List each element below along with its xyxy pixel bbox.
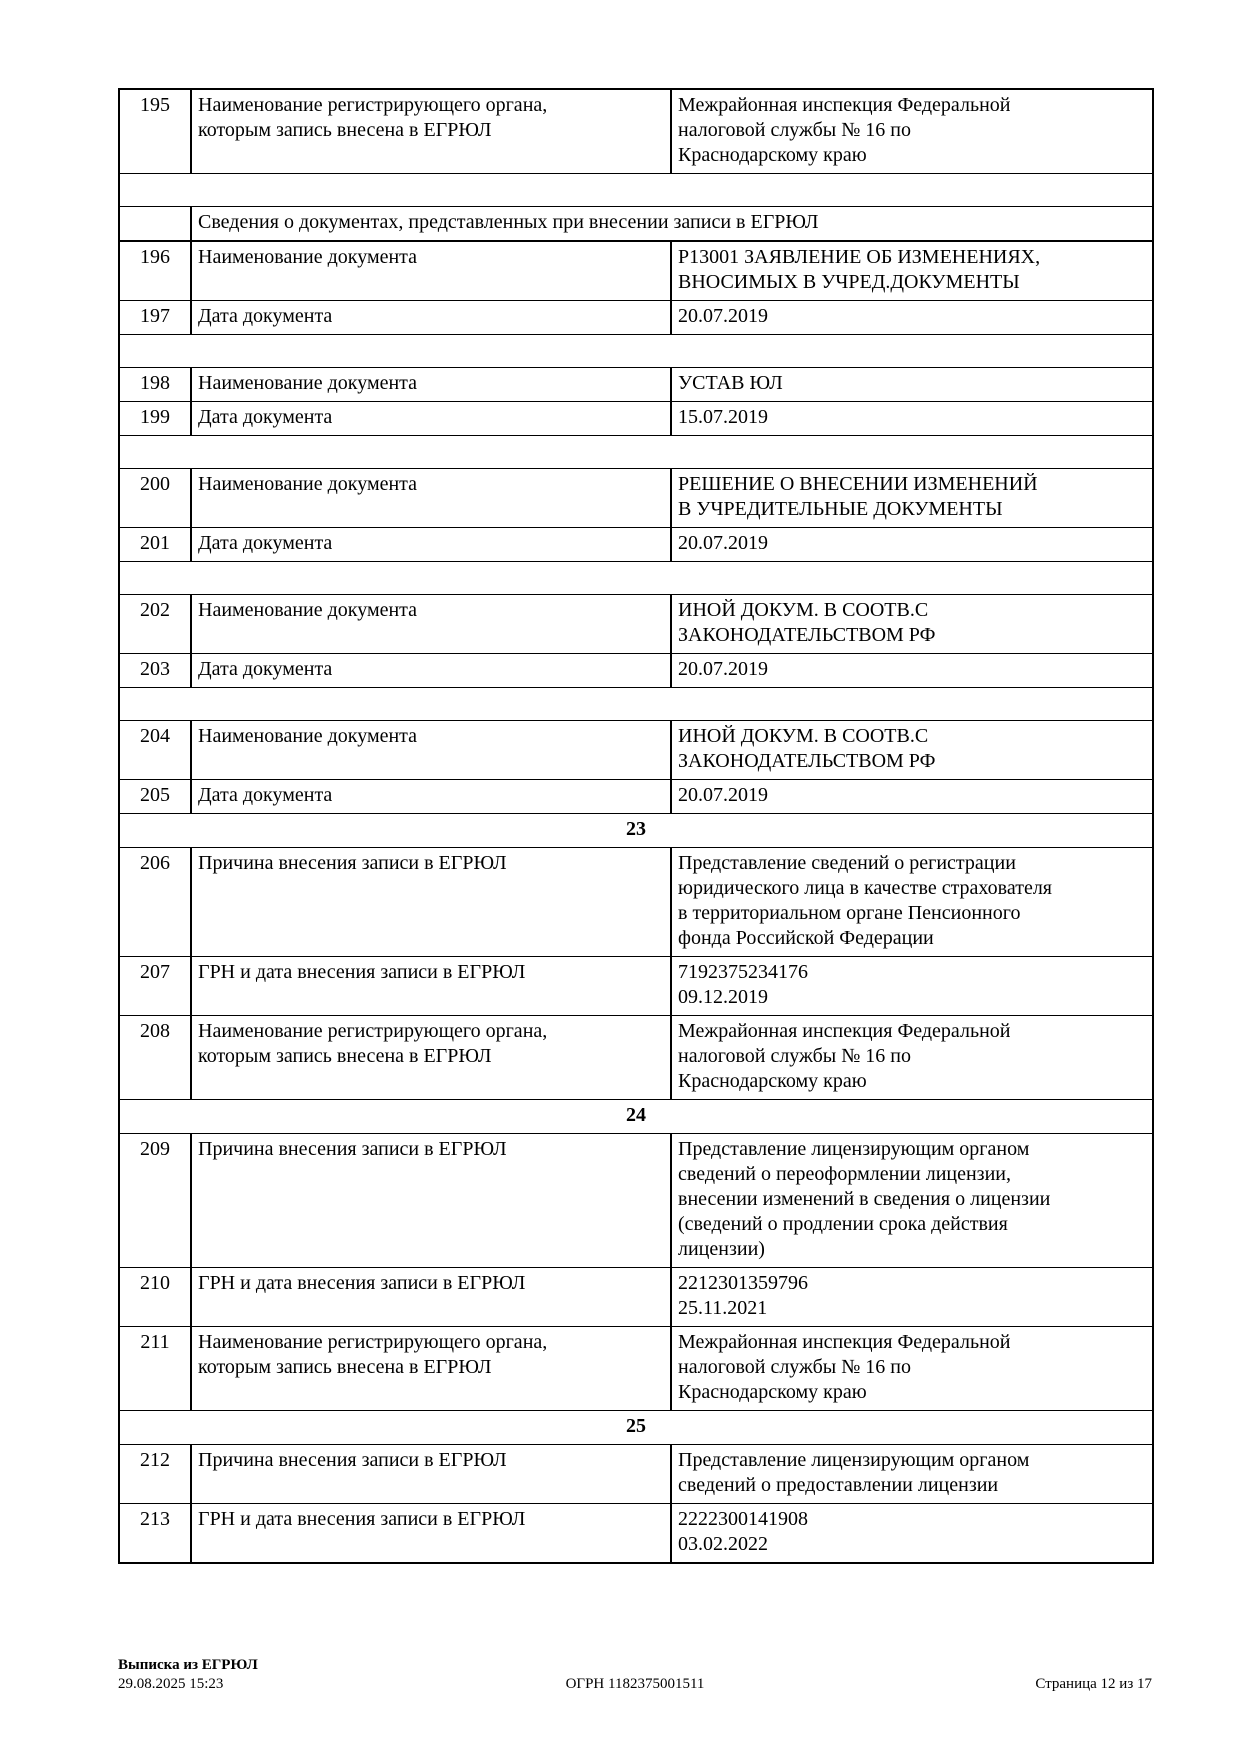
empty-number-cell [119,207,191,242]
row-label-cell: ГРН и дата внесения записи в ЕГРЮЛ [191,957,671,1016]
row-value-cell: РЕШЕНИЕ О ВНЕСЕНИИ ИЗМЕНЕНИЙ В УЧРЕДИТЕЛЬНЫЕ ДОКУМЕНТЫ [671,469,1153,528]
table-row [119,241,1153,301]
row-value-cell: 20.07.2019 [671,780,1153,814]
row-value-cell: 20.07.2019 [671,654,1153,688]
row-label-cell: Дата документа [191,780,671,814]
row-label-cell: ГРН и дата внесения записи в ЕГРЮЛ [191,1268,671,1327]
row-value-cell: 7192375234176 09.12.2019 [671,957,1153,1016]
documents-section-header-row [119,207,1153,242]
row-label-cell: Наименование документа [191,595,671,654]
section-number-row [119,1411,1153,1445]
row-value-cell: Межрайонная инспекция Федеральной налоговой службы № 16 по Краснодарскому краю [671,1016,1153,1100]
row-value-cell: ИНОЙ ДОКУМ. В СООТВ.С ЗАКОНОДАТЕЛЬСТВОМ РФ [671,721,1153,780]
table-row [119,402,1153,436]
row-number-cell: 212 [119,1445,191,1504]
row-number-cell: 210 [119,1268,191,1327]
gap-cell [119,688,1153,721]
table-row [119,1504,1153,1564]
row-value-cell: 20.07.2019 [671,528,1153,562]
row-value-cell: Представление лицензирующим органом сведений о переоформлении лицензии, внесении изменений в сведения о лицензии (сведений о продлении срока действия лицензии) [671,1134,1153,1268]
row-number-cell: 196 [119,241,191,301]
section-number: 24 [119,1100,1153,1134]
table-row [119,957,1153,1016]
gap-row [119,436,1153,469]
footer-doc-title: Выписка из ЕГРЮЛ [118,1657,258,1673]
gap-cell [119,174,1153,207]
row-value-cell: Межрайонная инспекция Федеральной налоговой службы № 16 по Краснодарскому краю [671,89,1153,174]
table-row [119,528,1153,562]
section-number: 23 [119,814,1153,848]
gap-cell [119,436,1153,469]
egrul-table-body [119,89,1153,1563]
row-value-cell: Представление лицензирующим органом сведений о предоставлении лицензии [671,1445,1153,1504]
row-number-cell: 202 [119,595,191,654]
footer-datetime: 29.08.2025 15:23 [118,1676,224,1692]
row-number-cell: 211 [119,1327,191,1411]
row-value-cell: УСТАВ ЮЛ [671,368,1153,402]
row-number-cell: 199 [119,402,191,436]
row-number-cell: 206 [119,848,191,957]
table-row [119,1327,1153,1411]
table-row [119,89,1153,174]
row-label-cell: Дата документа [191,301,671,335]
gap-row [119,174,1153,207]
gap-row [119,562,1153,595]
row-number-cell: 209 [119,1134,191,1268]
row-number-cell: 195 [119,89,191,174]
table-row [119,1016,1153,1100]
footer-page-number: Страница 12 из 17 [1035,1676,1152,1692]
row-number-cell: 208 [119,1016,191,1100]
table-row [119,301,1153,335]
section-number-row [119,814,1153,848]
row-number-cell: 213 [119,1504,191,1564]
section-number: 25 [119,1411,1153,1445]
row-label-cell: Причина внесения записи в ЕГРЮЛ [191,1134,671,1268]
row-label-cell: Причина внесения записи в ЕГРЮЛ [191,848,671,957]
row-number-cell: 197 [119,301,191,335]
row-label-cell: Дата документа [191,402,671,436]
row-value-cell: Межрайонная инспекция Федеральной налоговой службы № 16 по Краснодарскому краю [671,1327,1153,1411]
row-label-cell: Наименование регистрирующего органа, которым запись внесена в ЕГРЮЛ [191,1327,671,1411]
gap-row [119,335,1153,368]
table-row [119,469,1153,528]
row-value-cell: 2212301359796 25.11.2021 [671,1268,1153,1327]
row-label-cell: Причина внесения записи в ЕГРЮЛ [191,1445,671,1504]
table-row [119,721,1153,780]
row-label-cell: Наименование документа [191,241,671,301]
table-row [119,654,1153,688]
table-row [119,595,1153,654]
row-label-cell: Наименование документа [191,368,671,402]
row-number-cell: 207 [119,957,191,1016]
row-value-cell: Р13001 ЗАЯВЛЕНИЕ ОБ ИЗМЕНЕНИЯХ, ВНОСИМЫХ В УЧРЕД.ДОКУМЕНТЫ [671,241,1153,301]
row-number-cell: 204 [119,721,191,780]
section-number-row [119,1100,1153,1134]
row-value-cell: ИНОЙ ДОКУМ. В СООТВ.С ЗАКОНОДАТЕЛЬСТВОМ РФ [671,595,1153,654]
row-label-cell: ГРН и дата внесения записи в ЕГРЮЛ [191,1504,671,1564]
row-label-cell: Дата документа [191,528,671,562]
egrul-records-table [118,88,1154,1564]
documents-section-header-text: Сведения о документах, представленных при внесении записи в ЕГРЮЛ [191,207,1153,242]
row-value-cell: 2222300141908 03.02.2022 [671,1504,1153,1564]
gap-cell [119,335,1153,368]
row-number-cell: 198 [119,368,191,402]
row-number-cell: 200 [119,469,191,528]
row-number-cell: 205 [119,780,191,814]
table-row [119,368,1153,402]
table-row [119,1268,1153,1327]
gap-row [119,688,1153,721]
row-label-cell: Дата документа [191,654,671,688]
gap-cell [119,562,1153,595]
row-value-cell: 20.07.2019 [671,301,1153,335]
row-label-cell: Наименование регистрирующего органа, которым запись внесена в ЕГРЮЛ [191,89,671,174]
table-row [119,1445,1153,1504]
row-number-cell: 201 [119,528,191,562]
row-number-cell: 203 [119,654,191,688]
row-label-cell: Наименование регистрирующего органа, которым запись внесена в ЕГРЮЛ [191,1016,671,1100]
table-row [119,1134,1153,1268]
table-row [119,848,1153,957]
row-label-cell: Наименование документа [191,721,671,780]
page-footer [118,1656,1152,1694]
row-value-cell: Представление сведений о регистрации юридического лица в качестве страхователя в территориальном органе Пенсионного фонда Российской Федерации [671,848,1153,957]
row-value-cell: 15.07.2019 [671,402,1153,436]
footer-ogrn: ОГРН 1182375001511 [565,1676,705,1692]
table-row [119,780,1153,814]
row-label-cell: Наименование документа [191,469,671,528]
